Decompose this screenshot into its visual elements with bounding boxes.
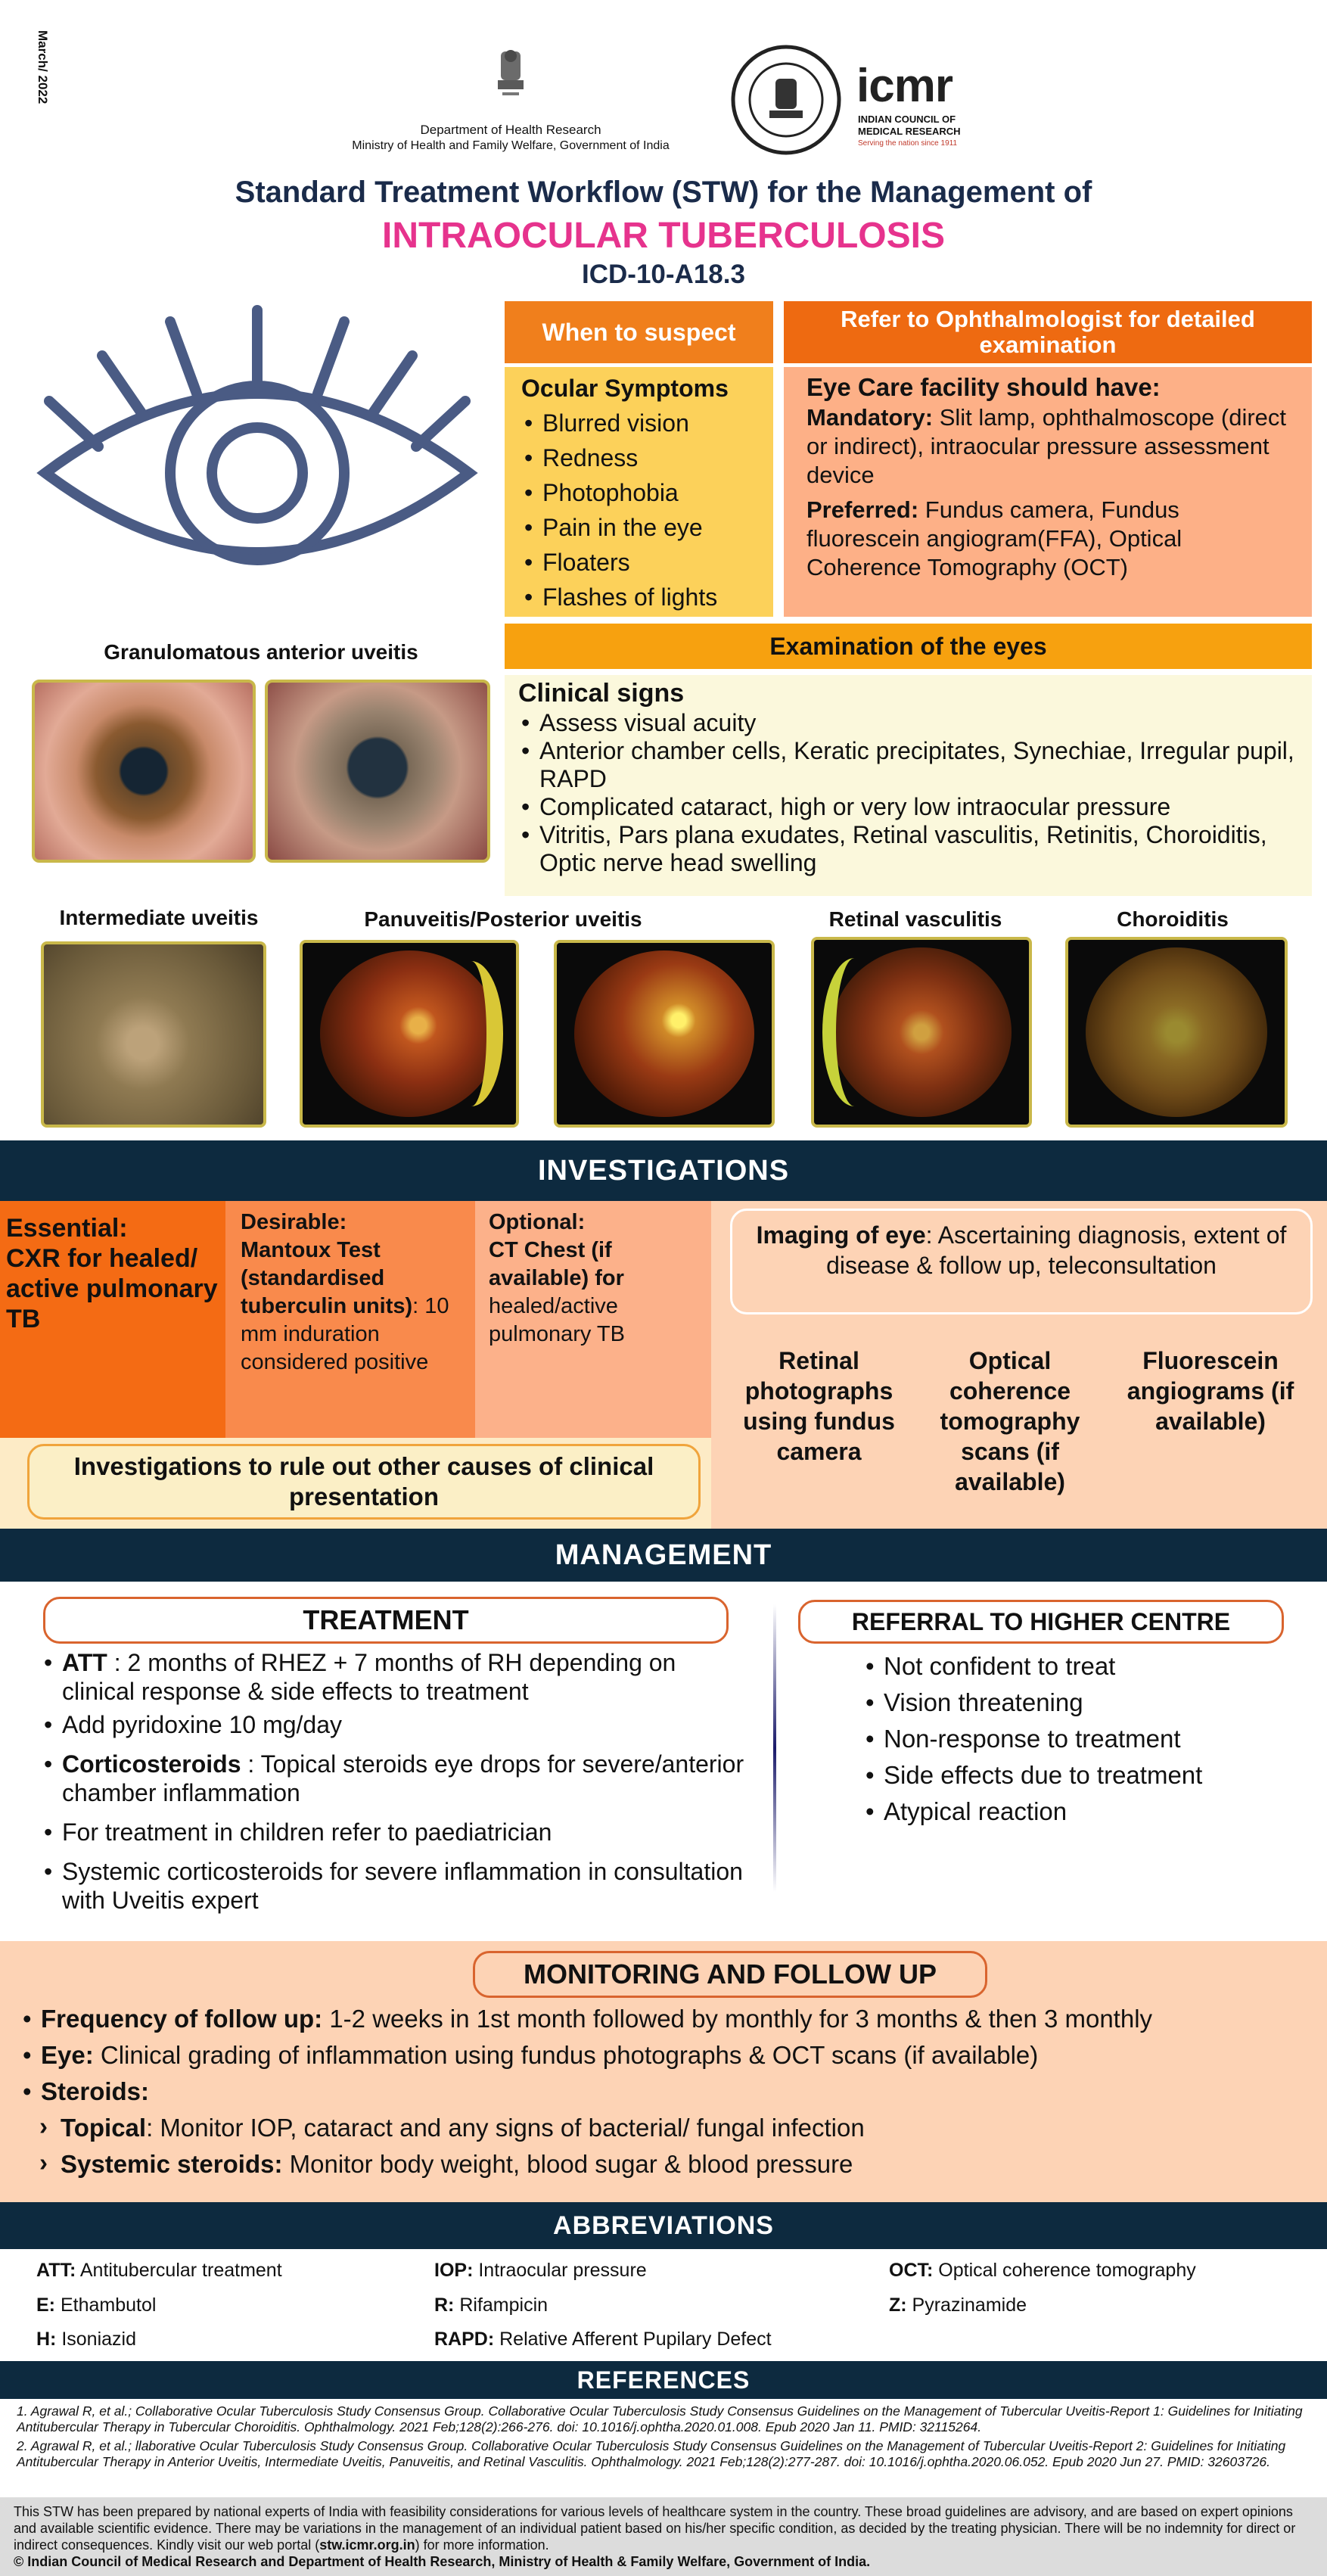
referral-title: REFERRAL TO HIGHER CENTRE <box>798 1600 1284 1644</box>
exam-subtitle: Clinical signs <box>518 679 685 708</box>
abbr-e: E: Ethambutol <box>36 2294 157 2316</box>
list-item: • Blurred vision <box>521 406 757 440</box>
list-item: • Frequency of follow up: 1-2 weeks in 1st month followed by monthly for 3 months & then 3 monthly <box>20 2001 1321 2037</box>
refer-subtitle: Eye Care facility should have: <box>806 373 1161 401</box>
reference-1: 1. Agrawal R, et al.; Collaborative Ocular Tuberculosis Study Consensus Group. Collaborative Ocular Tuberculosis Study Consensus Guidelines on the Management of Tubercular Uveitis-Report 1: Guidelines for Initiating Antitubercular Therapy in Tubercular Choroiditis. Ophthalmology. 2021 Feb;128(2):266-276. doi: 10.1016/j.ophtha.2020.01.008. Epub 2020 Jan 11. PMID: 32115264. <box>17 2403 1303 2434</box>
list-item: › Topical: Monitor IOP, cataract and any signs of bacterial/ fungal infection <box>30 2110 1316 2146</box>
exam-panel <box>505 675 1312 896</box>
preferred-text: Preferred: Fundus camera, Fundus fluorescein angiogram(FFA), Optical Coherence Tomography (OCT) <box>806 496 1182 580</box>
abbreviations-band: ABBREVIATIONS <box>0 2202 1327 2249</box>
label-anterior-uveitis: Granulomatous anterior uveitis <box>104 640 418 664</box>
abbr-z: Z: Pyrazinamide <box>889 2294 1027 2316</box>
reference-2: 2. Agrawal R, et al.; llaborative Ocular Tuberculosis Study Consensus Group. Collaborative Ocular Tuberculosis Study Consensus Guidelines on the Management of Tubercular Uveitis-Report 2: Guidelines for Initiating Antitubercular Therapy in Anterior Uveitis, Intermediate Uveitis, Panuveitis, and Retinal Vasculitis. Ophthalmology. 2021 Feb;128(2):277-287. doi: 10.1016/j.ophtha.2020.06.052. Epub 2020 Jun 27. PMID: 32603726. <box>17 2438 1286 2469</box>
monitoring-title: MONITORING AND FOLLOW UP <box>473 1951 987 1998</box>
label-retinal-vasculitis: Retinal vasculitis <box>828 907 1002 931</box>
abbr-oct: OCT: Optical coherence tomography <box>889 2260 1196 2281</box>
footer <box>0 2497 1327 2576</box>
panuveitis-photo-1 <box>300 940 519 1128</box>
icmr-name-line1: INDIAN COUNCIL OF <box>858 114 956 125</box>
imaging-item-angiogram: Fluorescein angiograms (if available) <box>1127 1347 1294 1435</box>
list-item: • Eye: Clinical grading of inflammation using fundus photographs & OCT scans (if available) <box>20 2037 1321 2074</box>
emblem-icon <box>492 45 530 114</box>
copyright: © Indian Council of Medical Research and Department of Health Research, Ministry of Health & Family Welfare, Government of India. <box>14 2554 871 2569</box>
list-item: • Assess visual acuity <box>518 709 1298 737</box>
treatment-title: TREATMENT <box>43 1597 729 1644</box>
list-item: • Steroids: <box>20 2074 1321 2110</box>
icmr-seal-icon <box>730 44 842 156</box>
imaging-item-oct: Optical coherence tomography scans (if available) <box>940 1347 1080 1495</box>
list-item: • Flashes of lights <box>521 580 757 614</box>
monitoring-sub-list <box>30 2110 1316 2182</box>
icmr-name-line2: MEDICAL RESEARCH <box>858 126 961 137</box>
list-item: • Floaters <box>521 545 757 580</box>
list-item: • Pain in the eye <box>521 510 757 545</box>
refer-header: Refer to Ophthalmologist for detailed examination <box>784 301 1312 363</box>
rule-out-box: Investigations to rule out other causes of clinical presentation <box>27 1444 701 1520</box>
references-band: REFERENCES <box>0 2361 1327 2399</box>
label-panuveitis: Panuveitis/Posterior uveitis <box>364 907 642 931</box>
portal-link[interactable]: stw.icmr.org.in <box>319 2537 415 2553</box>
monitoring-list <box>20 2001 1321 2110</box>
management-divider <box>773 1604 776 1892</box>
symptom-list <box>521 406 757 614</box>
list-item: • Photophobia <box>521 475 757 510</box>
treatment-list <box>41 1648 752 1915</box>
investigations-band: INVESTIGATIONS <box>0 1140 1327 1201</box>
eye-icon <box>30 299 484 594</box>
clinical-signs-list <box>518 709 1298 877</box>
label-choroiditis: Choroiditis <box>1117 907 1229 931</box>
referral-list <box>862 1648 1309 1830</box>
list-item: • Corticosteroids : Topical steroids eye drops for severe/anterior chamber inflammation <box>41 1750 752 1807</box>
list-item: • Side effects due to treatment <box>862 1757 1309 1794</box>
list-item: • Systemic corticosteroids for severe inflammation in consultation with Uveitis expert <box>41 1857 752 1915</box>
suspect-panel <box>505 367 773 617</box>
abbr-rapd: RAPD: Relative Afferent Pupilary Defect <box>434 2329 772 2350</box>
abbr-att: ATT: Antitubercular treatment <box>36 2260 282 2281</box>
title-line2: INTRAOCULAR TUBERCULOSIS <box>382 216 945 256</box>
title-line1: Standard Treatment Workflow (STW) for the Management of <box>235 176 1092 209</box>
choroiditis-photo <box>1065 937 1288 1128</box>
dept-line1: Department of Health Research <box>420 123 601 137</box>
list-item: • Atypical reaction <box>862 1794 1309 1830</box>
icmr-logo: icmr <box>856 60 953 112</box>
title-line3: ICD-10-A18.3 <box>582 260 745 289</box>
imaging-item-fundus: Retinal photographs using fundus camera <box>743 1347 895 1465</box>
list-item: • For treatment in children refer to paediatrician <box>41 1818 752 1846</box>
refer-panel <box>784 367 1312 617</box>
suspect-subtitle: Ocular Symptoms <box>521 375 729 402</box>
list-item: • Vision threatening <box>862 1685 1309 1721</box>
dept-line2: Ministry of Health and Family Welfare, Government of India <box>352 139 670 152</box>
anterior-uveitis-photo-2 <box>265 680 490 863</box>
desirable-box: Desirable: Mantoux Test (standardised tuberculin units): 10 mm induration considered positive <box>225 1201 475 1438</box>
management-band: MANAGEMENT <box>0 1529 1327 1582</box>
label-intermediate-uveitis: Intermediate uveitis <box>59 906 259 929</box>
suspect-header: When to suspect <box>505 301 773 363</box>
abbr-iop: IOP: Intraocular pressure <box>434 2260 647 2281</box>
list-item: • ATT : 2 months of RHEZ + 7 months of RH depending on clinical response & side effects to treatment <box>41 1648 752 1706</box>
mandatory-text: Mandatory: Slit lamp, ophthalmoscope (direct or indirect), intraocular pressure assessment device <box>806 404 1287 488</box>
intermediate-uveitis-photo <box>41 941 266 1128</box>
list-item: • Redness <box>521 440 757 475</box>
list-item: • Add pyridoxine 10 mg/day <box>41 1710 752 1739</box>
list-item: • Not confident to treat <box>862 1648 1309 1685</box>
exam-header: Examination of the eyes <box>505 624 1312 669</box>
optional-box: Optional: CT Chest (if available) for healed/active pulmonary TB <box>475 1201 711 1438</box>
icmr-tagline: Serving the nation since 1911 <box>858 139 958 148</box>
imaging-box: Imaging of eye: Ascertaining diagnosis, extent of disease & follow up, teleconsultation <box>730 1209 1313 1314</box>
disclaimer: This STW has been prepared by national experts of India with feasibility considerations for various levels of healthcare system in the country. These broad guidelines are advisory, and are based on expert opinions and available scientific evidence. There may be variations in the management of an individual patient based on his/her specific condition, as decided by the treating physician. There will be no indemnity for direct or indirect consequences. Kindly visit our web portal (stw.icmr.org.in) for more information. <box>14 2504 1296 2553</box>
list-item: • Complicated cataract, high or very low intraocular pressure <box>518 793 1298 821</box>
list-item: • Vitritis, Pars plana exudates, Retinal vasculitis, Retinitis, Choroiditis, Optic nerve head swelling <box>518 821 1298 877</box>
panuveitis-photo-2 <box>554 940 775 1128</box>
list-item: • Anterior chamber cells, Keratic precipitates, Synechiae, Irregular pupil, RAPD <box>518 737 1298 793</box>
anterior-uveitis-photo-1 <box>32 680 256 863</box>
side-date: March/ 2022 <box>36 30 50 104</box>
abbr-h: H: Isoniazid <box>36 2329 137 2350</box>
retinal-vasculitis-photo <box>811 937 1032 1128</box>
abbr-r: R: Rifampicin <box>434 2294 549 2316</box>
essential-box: Essential: CXR for healed/ active pulmonary TB <box>0 1201 225 1438</box>
list-item: › Systemic steroids: Monitor body weight, blood sugar & blood pressure <box>30 2146 1316 2182</box>
list-item: • Non-response to treatment <box>862 1721 1309 1757</box>
